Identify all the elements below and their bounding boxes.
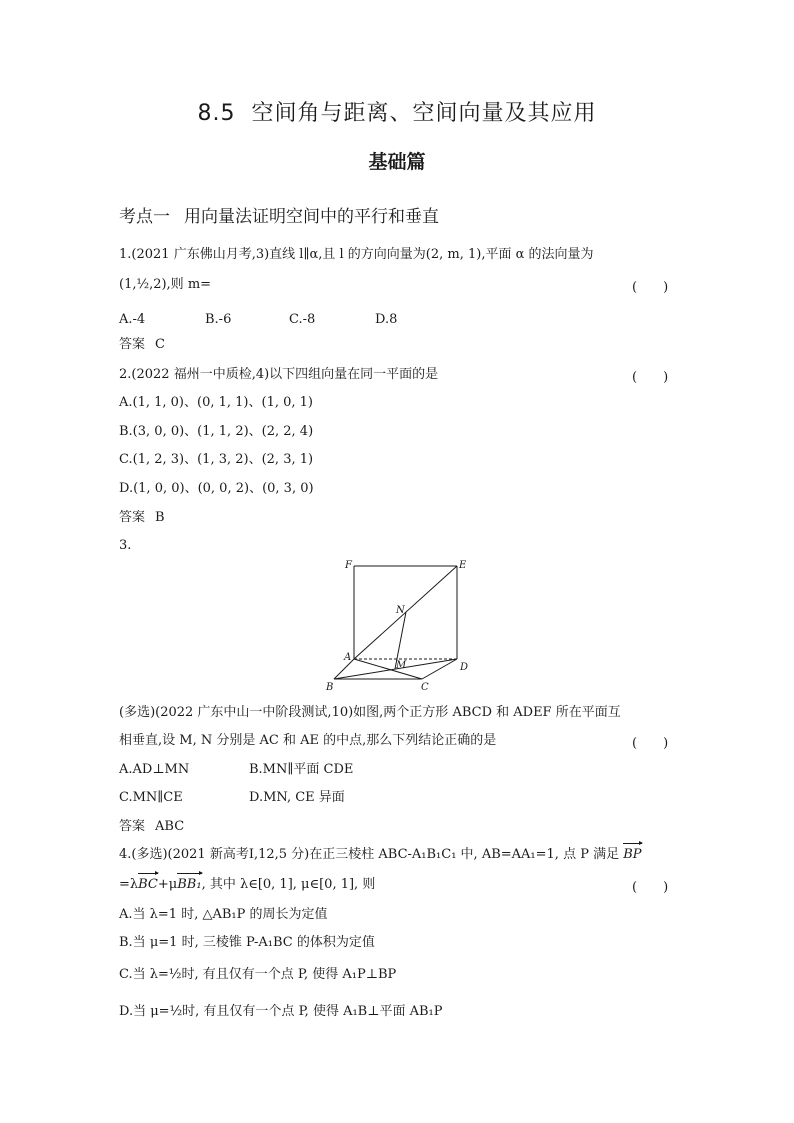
q4-vector-bb1: BB₁	[177, 877, 202, 892]
geometry-diagram	[318, 556, 478, 698]
section-title: 用向量法证明空间中的平行和垂直	[184, 207, 439, 227]
q3-stem-line1: (多选)(2022 广东中山一中阶段测试,10)如图,两个正方形 ABCD 和 ADEF 所在平面互	[119, 705, 621, 720]
q2-option-d: D.(1, 0, 0)、(0, 0, 2)、(0, 3, 0)	[119, 481, 314, 496]
label-d: D	[460, 662, 469, 673]
q2-option-c: C.(1, 2, 3)、(1, 3, 2)、(2, 3, 1)	[119, 452, 314, 467]
q1-stem-line1: 1.(2021 广东佛山月考,3)直线 l∥α,且 l 的方向向量为(2, m, 1),平面 α 的法向量为	[119, 247, 594, 262]
q4-line2-mid: +μ	[157, 877, 178, 892]
q4-stem-line1	[119, 846, 679, 864]
q3-answer	[119, 818, 679, 836]
q3-answer-value: ABC	[155, 819, 185, 834]
q3-stem-line2: 相垂直,设 M, N 分别是 AC 和 AE 的中点,那么下列结论正确的是	[119, 733, 497, 748]
q3-option-d: D.MN, CE 异面	[249, 790, 345, 805]
q1-options	[119, 311, 679, 329]
q4-line2-pre: =λ	[119, 877, 139, 892]
label-f: F	[345, 560, 352, 571]
q4-option-d: D.当 μ=½时, 有且仅有一个点 P, 使得 A₁B⊥平面 AB₁P	[119, 1004, 443, 1019]
q4-option-b: B.当 μ=1 时, 三棱锥 P-A₁BC 的体积为定值	[119, 935, 375, 950]
q2-answer-value: B	[155, 510, 165, 525]
page-subtitle: 基础篇	[368, 151, 426, 173]
label-c: C	[421, 682, 429, 693]
q2-answer-label: 答案	[119, 510, 146, 525]
label-b: B	[326, 682, 334, 693]
q4-stem-line2	[119, 876, 679, 894]
q2-answer-blank: ( )	[632, 370, 669, 385]
q1-answer-value: C	[155, 337, 165, 352]
q4-vector-bc: BC	[138, 877, 158, 892]
q4-vector-bp: BP	[623, 847, 642, 862]
q3-number: 3.	[119, 538, 132, 553]
label-n: N	[396, 605, 405, 616]
q3-option-b: B.MN∥平面 CDE	[249, 762, 354, 777]
q2-stem: 2.(2022 福州一中质检,4)以下四组向量在同一平面的是	[119, 367, 439, 382]
q1-stem-line2	[119, 276, 679, 294]
section-heading	[119, 202, 439, 227]
q1-option-d: D.8	[375, 312, 398, 327]
q1-answer-label: 答案	[119, 337, 146, 352]
q4-option-c: C.当 λ=½时, 有且仅有一个点 P, 使得 A₁P⊥BP	[119, 967, 397, 982]
q3-answer-blank: ( )	[632, 736, 669, 751]
label-e: E	[459, 560, 467, 571]
q4-stem-line1-text: 4.(多选)(2021 新高考Ⅰ,12,5 分)在正三棱柱 ABC-A₁B₁C₁ 中, AB=AA₁=1, 点 P 满足	[119, 847, 620, 862]
q1-answer-blank: ( )	[632, 280, 669, 295]
q1-option-c: C.-8	[289, 312, 316, 327]
page-title	[0, 96, 794, 127]
q4-option-a: A.当 λ=1 时, △AB₁P 的周长为定值	[119, 907, 328, 922]
q4-answer-blank: ( )	[632, 880, 669, 895]
q1-answer	[119, 336, 679, 354]
edge-ac	[354, 659, 422, 679]
chapter-title: 空间角与距离、空间向量及其应用	[251, 101, 597, 126]
q3-option-a: A.AD⊥MN	[119, 762, 190, 777]
q4-line2-post: , 其中 λ∈[0, 1], μ∈[0, 1], 则	[201, 877, 376, 892]
q2-answer	[119, 509, 679, 527]
q2-option-a: A.(1, 1, 0)、(0, 1, 1)、(1, 0, 1)	[119, 395, 313, 410]
q3-options-row2	[119, 789, 679, 807]
q2-option-b: B.(3, 0, 0)、(1, 1, 2)、(2, 2, 4)	[119, 424, 314, 439]
q1-option-a: A.-4	[119, 312, 146, 327]
section-label: 考点一	[119, 207, 170, 227]
q1-option-b: B.-6	[205, 312, 232, 327]
label-a: A	[344, 652, 352, 663]
q3-option-c: C.MN∥CE	[119, 790, 183, 805]
chapter-number: 8.5	[197, 101, 236, 126]
q1-stem-line2-text: (1,½,2),则 m=	[119, 277, 212, 292]
q3-answer-label: 答案	[119, 819, 146, 834]
label-m: M	[396, 660, 407, 671]
q3-options-row1	[119, 761, 679, 779]
q3-figure	[318, 556, 478, 698]
